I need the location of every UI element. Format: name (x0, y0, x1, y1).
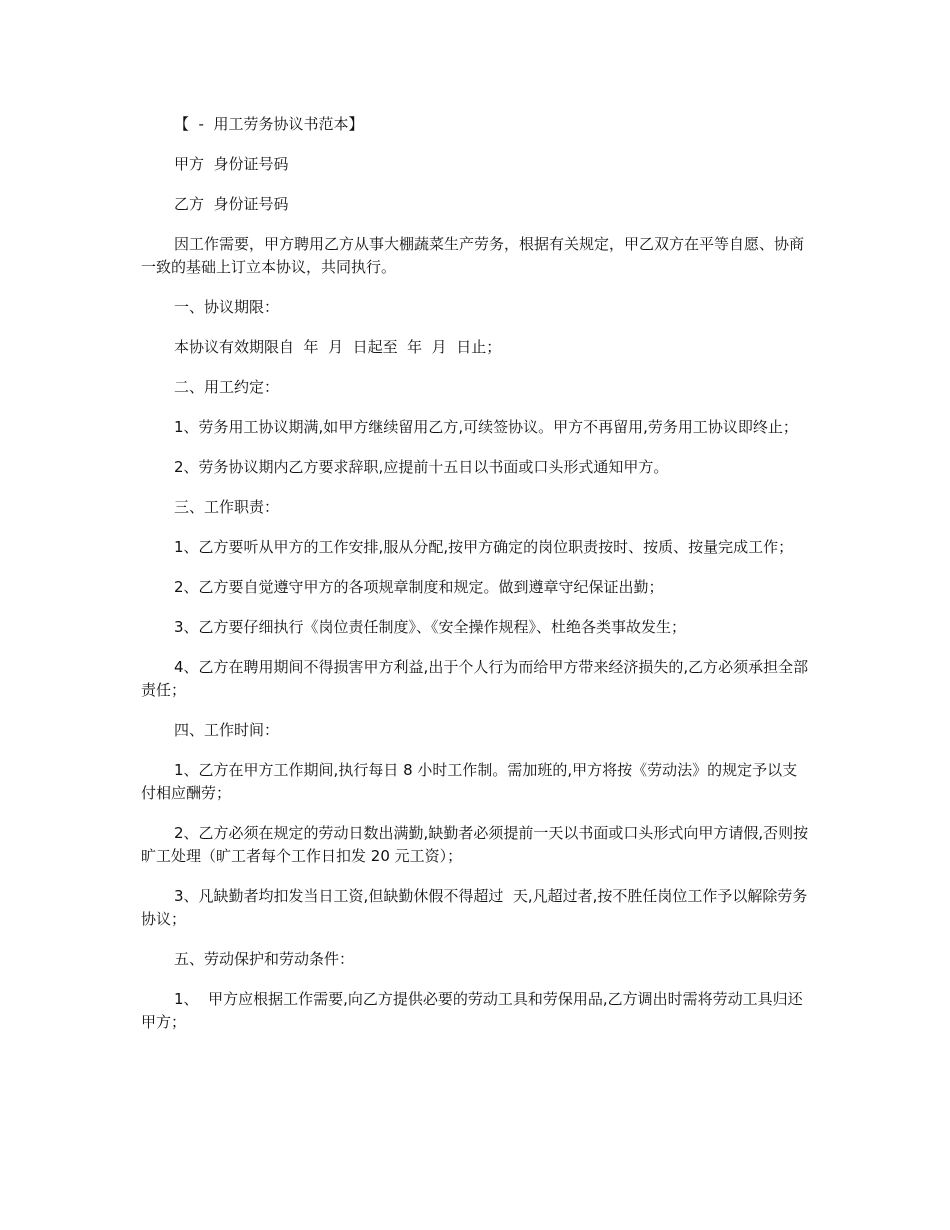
employment-clause-1: 1、劳务用工协议期满,如甲方继续留用乙方,可续签协议。甲方不再留用,劳务用工协议即终止； (174, 418, 798, 436)
hours-clause-2: 2、乙方必须在规定的劳动日数出满勤,缺勤者必须提前一天以书面或口头形式向甲方请假,否则按旷工处理（旷工者每个工作日扣发 20 元工资）； (141, 824, 809, 865)
hours-clause-1: 1、乙方在甲方工作期间,执行每日 8 小时工作制。需加班的,甲方将按《劳动法》的规定予以支付相应酬劳； (141, 761, 798, 802)
term-clause: 本协议有效期限自 年 月 日起至 年 月 日止； (174, 338, 502, 356)
protection-clause-1: 1、 甲方应根据工作需要,向乙方提供必要的劳动工具和劳保用品,乙方调出时需将劳动工具归还甲方； (141, 990, 803, 1031)
duties-clause-1: 1、乙方要听从甲方的工作安排,服从分配,按甲方确定的岗位职责按时、按质、按量完成工作； (174, 538, 794, 556)
party-b-line: 乙方 身份证号码 (174, 195, 289, 213)
duties-clause-3: 3、乙方要仔细执行《岗位责任制度》、《安全操作规程》、杜绝各类事故发生； (174, 618, 687, 636)
preamble-paragraph: 因工作需要，甲方聘用乙方从事大棚蔬菜生产劳务，根据有关规定，甲乙双方在平等自愿、协商一致的基础上订立本协议，共同执行。 (141, 235, 805, 276)
hours-clause-3: 3、凡缺勤者均扣发当日工资,但缺勤休假不得超过 天,凡超过者,按不胜任岗位工作予以解除劳务协议； (141, 887, 808, 928)
section-heading-protection: 五、劳动保护和劳动条件： (174, 950, 355, 968)
section-heading-hours: 四、工作时间： (174, 721, 280, 739)
document-body (141, 113, 811, 1051)
duties-clause-4: 4、乙方在聘用期间不得损害甲方利益,出于个人行为而给甲方带来经济损失的,乙方必须承担全部责任； (141, 658, 809, 699)
section-heading-employment: 二、用工约定： (174, 378, 280, 396)
section-heading-duties: 三、工作职责： (174, 498, 280, 516)
duties-clause-2: 2、乙方要自觉遵守甲方的各项规章制度和规定。做到遵章守纪保证出勤； (174, 578, 664, 596)
party-a-line: 甲方 身份证号码 (174, 155, 289, 173)
document-title: 【 - 用工劳务协议书范本】 (174, 115, 364, 133)
section-heading-term: 一、协议期限： (174, 298, 280, 316)
employment-clause-2: 2、劳务协议期内乙方要求辞职,应提前十五日以书面或口头形式通知甲方。 (174, 458, 669, 476)
